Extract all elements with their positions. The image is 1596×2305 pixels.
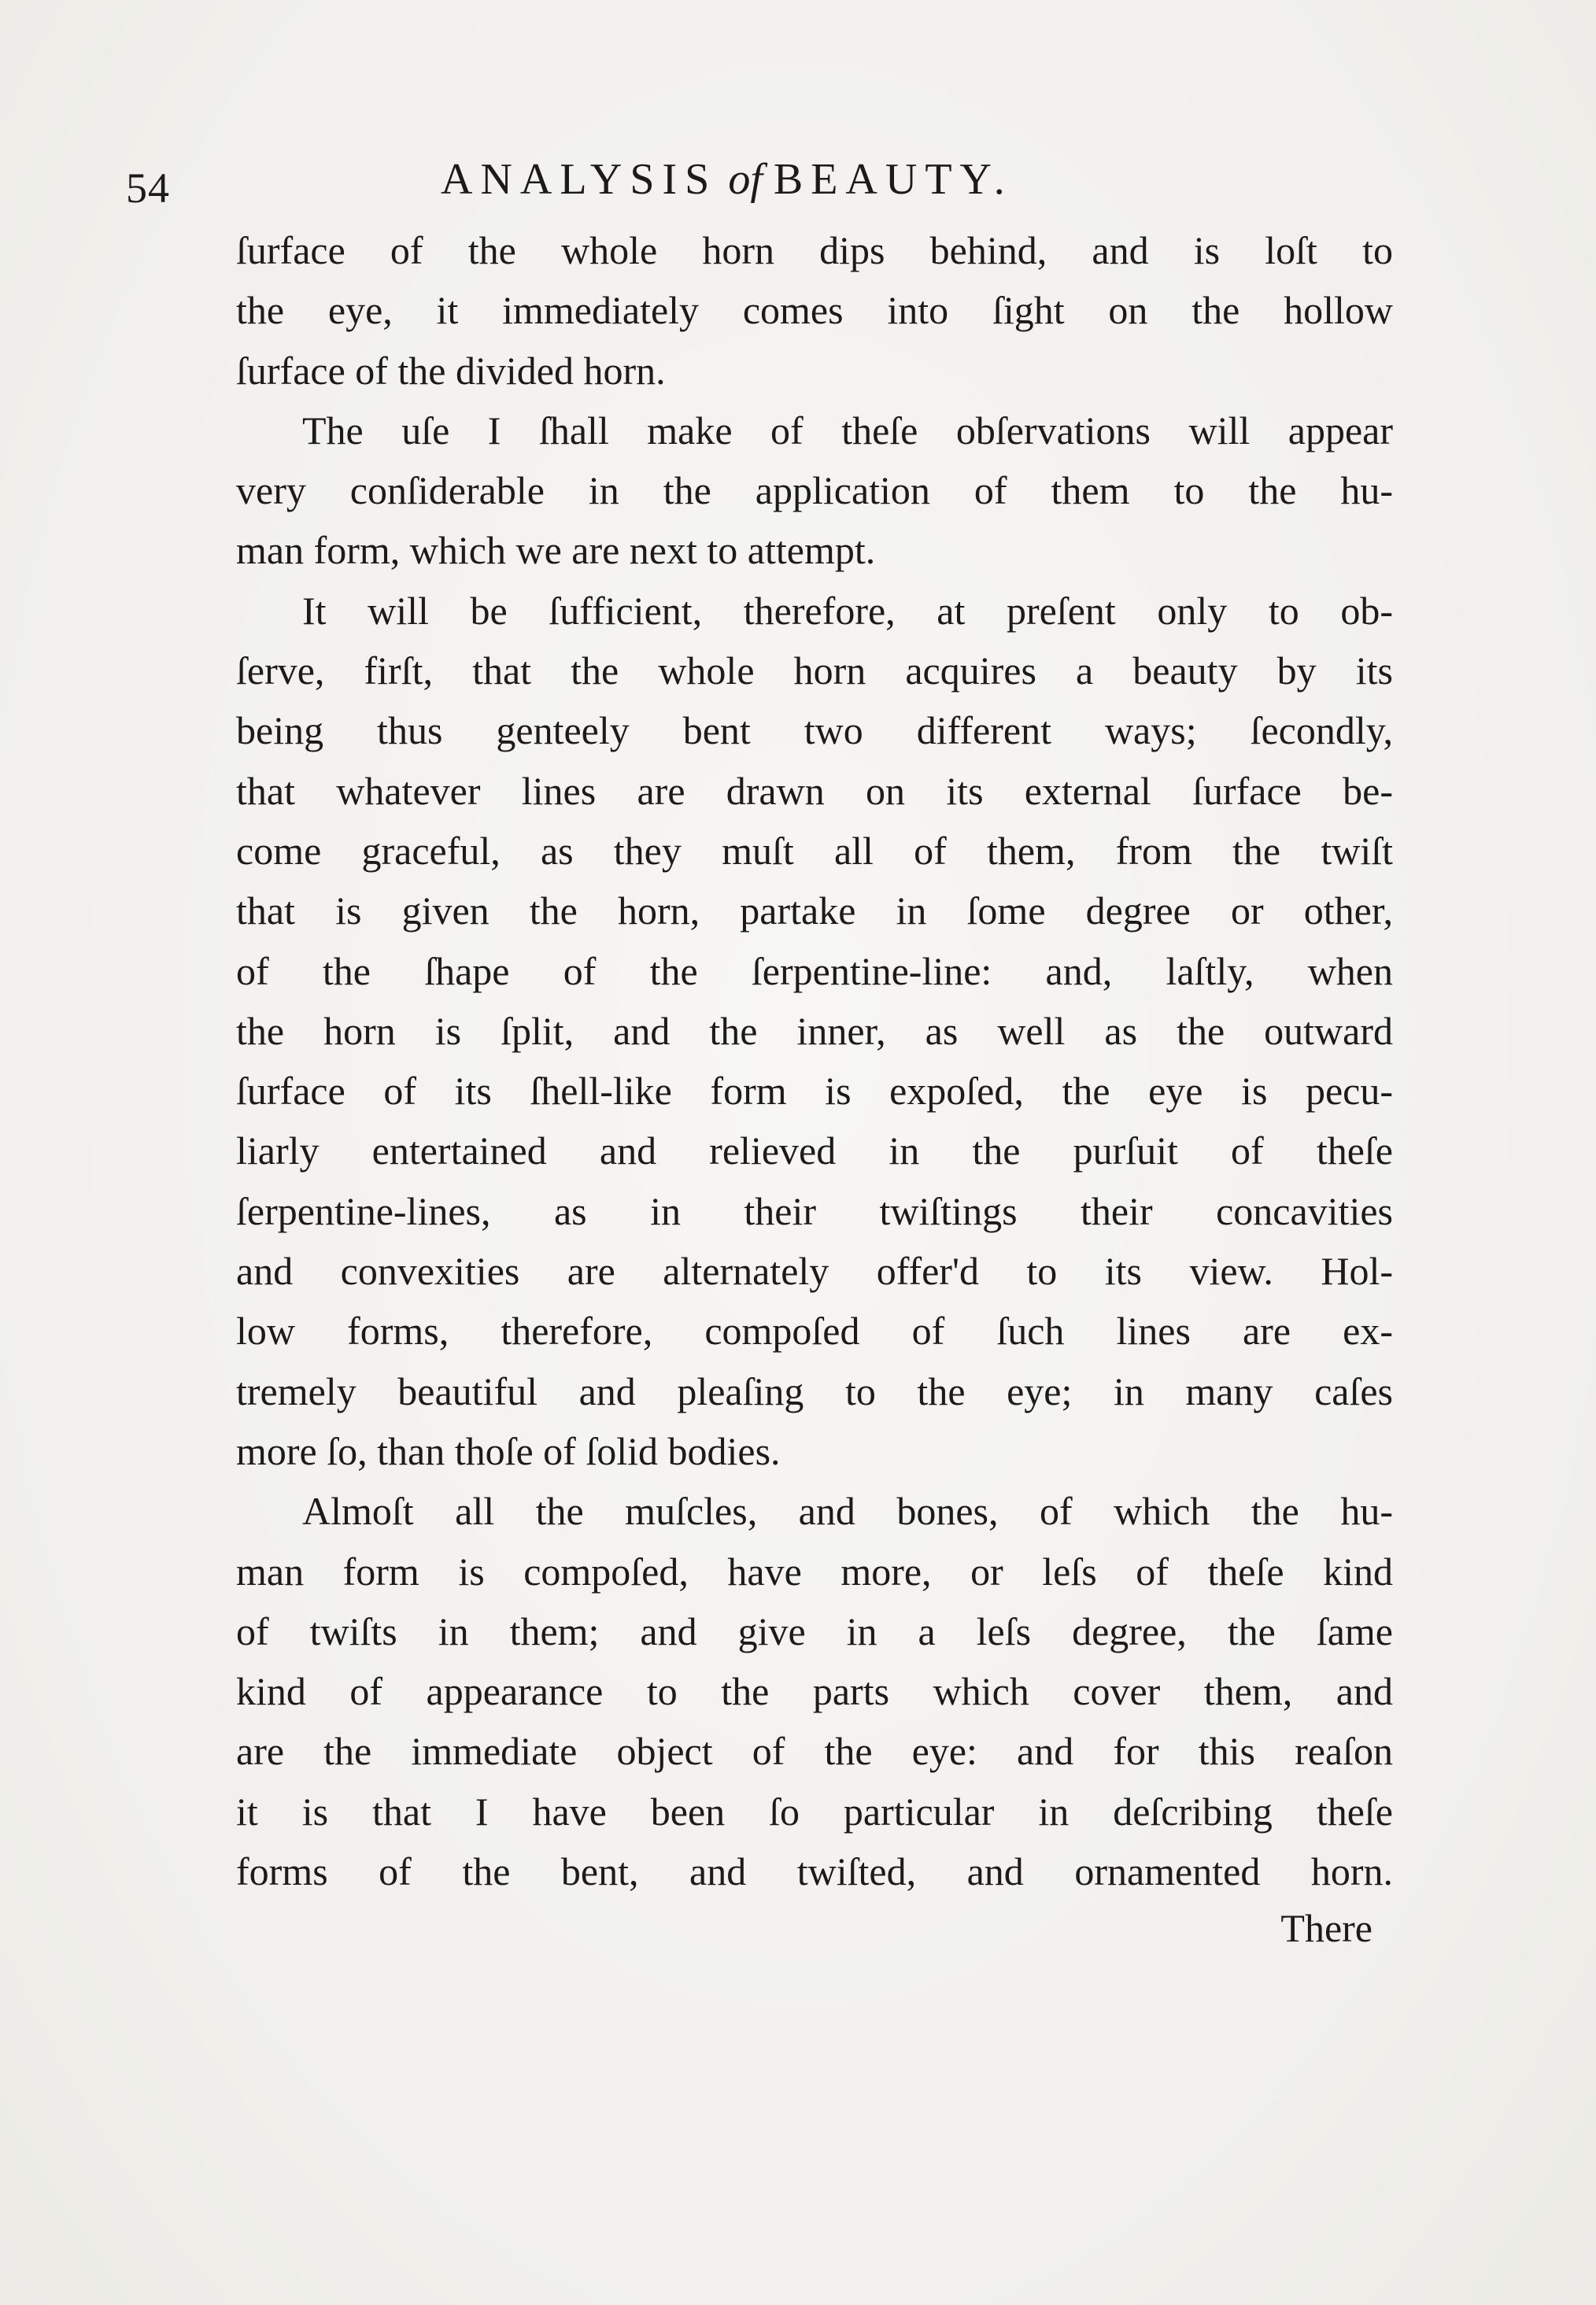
text-line: it is that I have been ſo particular in deſcribing theſe <box>236 1789 1393 1834</box>
text-line: come graceful, as they muſt all of them, from the twiſt <box>236 828 1393 873</box>
text-line: kind of appearance to the parts which cover them, and <box>236 1669 1393 1714</box>
text-line: man form, which we are next to attempt. <box>236 528 876 573</box>
catchword: There <box>1280 1906 1372 1950</box>
text-line: ſurface of the divided horn. <box>236 348 666 393</box>
text-line: that is given the horn, partake in ſome degree or other, <box>236 888 1393 933</box>
text-line: are the immediate object of the eye: and for this reaſon <box>236 1729 1393 1774</box>
text-line: the horn is ſplit, and the inner, as well as the outward <box>236 1008 1393 1053</box>
text-line: and convexities are alternately offer'd to its view. Hol- <box>236 1249 1393 1294</box>
text-line: the eye, it immediately comes into ſight on the hollow <box>236 288 1393 333</box>
text-line: ſurface of its ſhell-like form is expoſed, the eye is pecu- <box>236 1069 1393 1114</box>
text-line: more ſo, than thoſe of ſolid bodies. <box>236 1428 781 1473</box>
page-number: 54 <box>126 164 170 212</box>
body-text <box>236 220 1393 1901</box>
running-title-pre: ANALYSIS <box>441 155 718 204</box>
running-head <box>126 148 1385 211</box>
text-line: of the ſhape of the ſerpentine-line: and, laſtly, when <box>236 948 1393 993</box>
text-line: that whatever lines are drawn on its external ſurface be- <box>236 768 1393 813</box>
text-line: Almoſt all the muſcles, and bones, of which the hu- <box>302 1489 1393 1534</box>
text-line: tremely beautiful and pleaſing to the eye; in many caſes <box>236 1369 1393 1413</box>
running-title-post: BEAUTY. <box>773 155 1013 204</box>
text-line: ſerpentine-lines, as in their twiſtings their concavities <box>236 1188 1393 1233</box>
text-line: ſerve, firſt, that the whole horn acquires a beauty by its <box>236 648 1393 693</box>
running-title <box>441 154 1013 205</box>
running-title-of: of <box>728 155 763 204</box>
text-line: The uſe I ſhall make of theſe obſervations will appear <box>302 408 1393 453</box>
text-line: low forms, therefore, compoſed of ſuch lines are ex- <box>236 1309 1393 1354</box>
text-line: being thus genteely bent two different ways; ſecondly, <box>236 708 1393 753</box>
text-line: of twiſts in them; and give in a leſs degree, the ſame <box>236 1609 1393 1653</box>
text-line: man form is compoſed, have more, or leſs of theſe kind <box>236 1549 1393 1594</box>
text-line: ſurface of the whole horn dips behind, and is loſt to <box>236 228 1393 272</box>
text-line: It will be ſufficient, therefore, at preſent only to ob- <box>302 588 1393 633</box>
text-line: forms of the bent, and twiſted, and ornamented horn. <box>236 1849 1393 1894</box>
text-line: liarly entertained and relieved in the purſuit of theſe <box>236 1128 1393 1173</box>
text-line: very conſiderable in the application of them to the hu- <box>236 468 1393 513</box>
